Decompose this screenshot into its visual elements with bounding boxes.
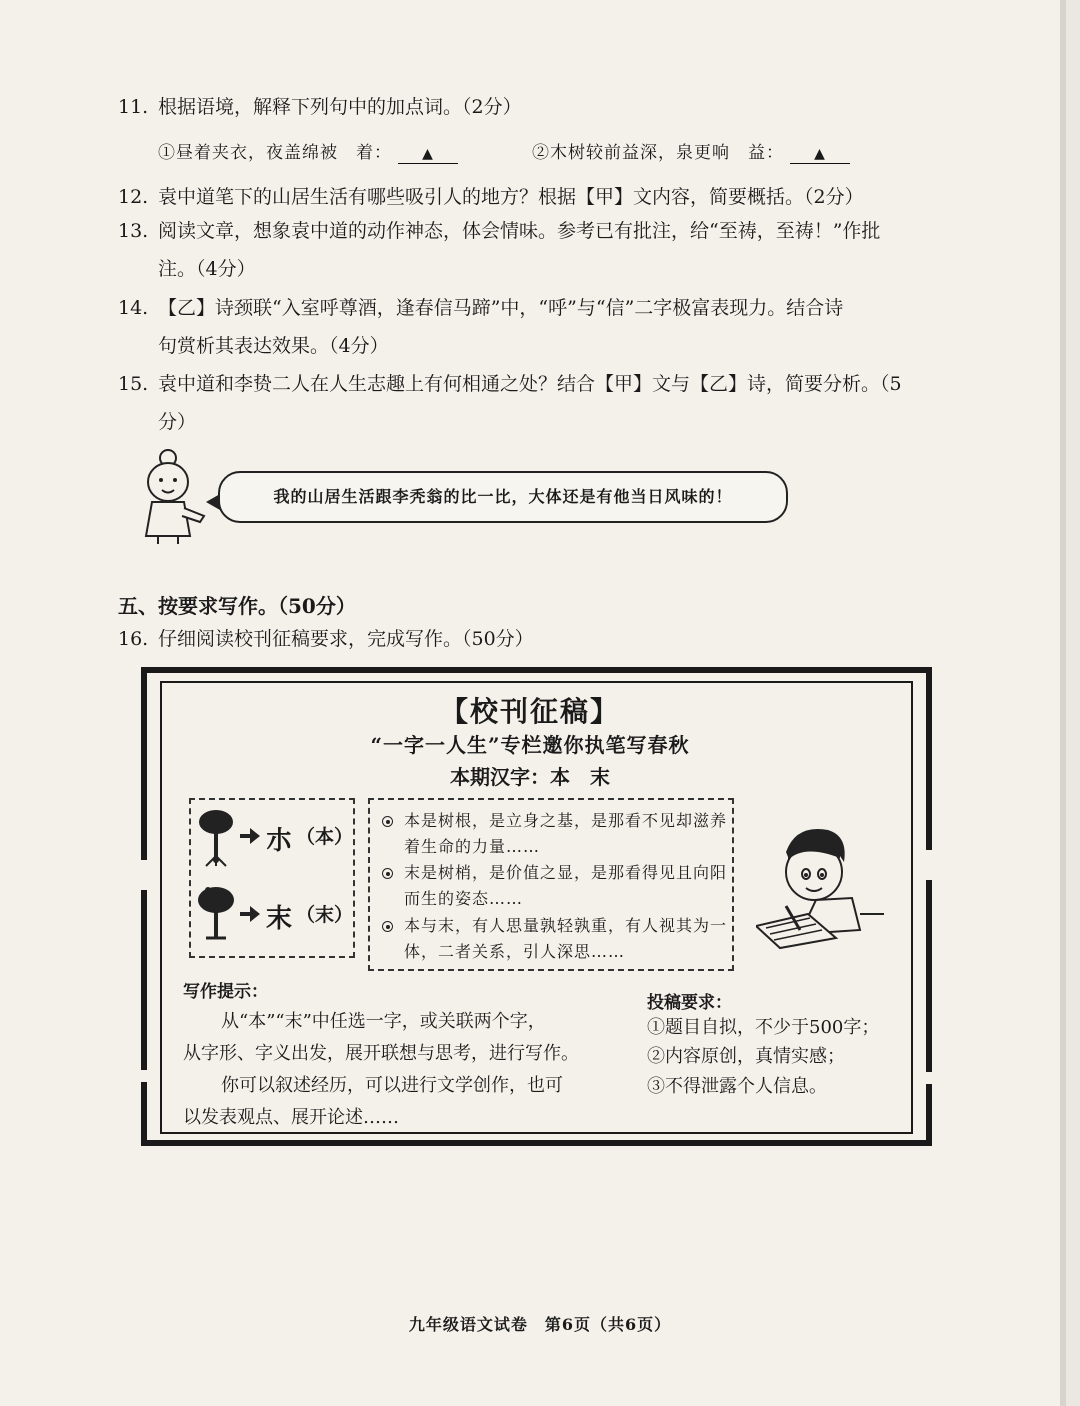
requirement-item: ③不得泄露个人信息。 [647, 1076, 827, 1097]
q11-item-2 [532, 138, 850, 164]
question-13 [118, 212, 938, 288]
question-text-line1: 袁中道和李贽二人在人生志趣上有何相通之处？结合【甲】文与【乙】诗，简要分析。（5 [158, 373, 902, 395]
section-heading: 五、按要求写作。（50分） [118, 594, 356, 618]
description-bullet [382, 860, 727, 912]
question-text: 仔细阅读校刊征稿要求，完成写作。（50分） [158, 628, 534, 650]
char-label-ben: （本） [296, 826, 354, 848]
writing-tips-line: 以发表观点、展开论述…… [183, 1107, 399, 1128]
question-number: 16. [118, 628, 149, 650]
question-text-line2: 分） [158, 411, 197, 433]
answer-blank[interactable]: ▲ [790, 145, 850, 164]
question-12 [118, 178, 938, 216]
requirement-item: ①题目自拟，不少于500字； [647, 1017, 880, 1038]
frame-gap [926, 850, 932, 880]
question-14 [118, 289, 938, 365]
question-text-line2: 注。（4分） [158, 258, 256, 280]
bullet-icon [382, 868, 393, 879]
q11-item-1 [158, 138, 458, 164]
bullet-icon [382, 921, 393, 932]
q11-item-1-text: ①昼着夹衣，夜盖绵被 着： [158, 143, 392, 163]
requirement-item: ②内容原创，真情实感； [647, 1046, 845, 1067]
bullet-text: 末是树梢，是价值之显，是那看得见且向阳而生的姿态…… [404, 863, 728, 908]
writing-tips-line: 从字形、字义出发，展开联想与思考，进行写作。 [183, 1043, 579, 1064]
page-edge [1066, 0, 1080, 1406]
page-footer: 九年级语文试卷 第6页（共6页） [408, 1315, 672, 1334]
question-number: 13. [118, 220, 149, 242]
question-11 [118, 88, 938, 126]
frame-gap [141, 860, 147, 890]
arrow-right-icon [240, 906, 262, 922]
writing-tips-label: 写作提示： [183, 982, 268, 1002]
description-bullet [382, 808, 727, 860]
poster-subtitle: “一字一人生”专栏邀你执笔写春秋 [370, 733, 690, 757]
tree-branch-icon [196, 884, 238, 946]
writing-tips-line: 从“本”“末”中任选一字，或关联两个字， [221, 1011, 546, 1032]
question-text: 根据语境，解释下列句中的加点词。（2分） [158, 96, 522, 118]
question-text: 袁中道笔下的山居生活有哪些吸引人的地方？根据【甲】文内容，简要概括。（2分） [158, 186, 864, 208]
question-number: 12. [118, 186, 149, 208]
submission-requirements-label: 投稿要求： [647, 993, 732, 1013]
question-16 [118, 620, 938, 658]
speech-bubble: 我的山居生活跟李秃翁的比一比，大体还是有他当日风味的！ [218, 471, 788, 523]
question-text-line1: 阅读文章，想象袁中道的动作神态，体会情味。参考已有批注，给“至祷，至祷！”作批 [158, 220, 881, 242]
scholar-cartoon-icon [138, 446, 214, 546]
question-number: 11. [118, 96, 149, 118]
description-bullet [382, 913, 727, 965]
poster-char-line: 本期汉字：本 末 [450, 765, 610, 789]
tree-root-icon [196, 806, 238, 868]
question-15 [118, 365, 938, 441]
question-text-line1: 【乙】诗颈联“入室呼尊酒，逢春信马蹄”中，“呼”与“信”二字极富表现力。结合诗 [158, 297, 844, 319]
q11-item-2-text: ②木树较前益深，泉更响 益： [532, 143, 784, 163]
seal-glyph-mo: 末 [266, 904, 293, 934]
poster-title: 【校刊征稿】 [440, 695, 621, 728]
question-number: 15. [118, 373, 149, 395]
bullet-text: 本与末，有人思量孰轻孰重，有人视其为一体，二者关系，引人深思…… [404, 916, 728, 961]
char-label-mo: （末） [296, 904, 354, 926]
boy-writing-icon [756, 822, 886, 952]
bullet-text: 本是树根，是立身之基，是那看不见却滋养着生命的力量…… [404, 811, 728, 856]
frame-gap [141, 1070, 147, 1082]
question-number: 14. [118, 297, 149, 319]
arrow-right-icon [240, 828, 262, 844]
seal-glyph-ben: 朩 [266, 826, 293, 856]
bullet-icon [382, 816, 393, 827]
frame-gap [926, 1072, 932, 1084]
page-edge-shadow [1060, 0, 1066, 1406]
question-text-line2: 句赏析其表达效果。（4分） [158, 335, 389, 357]
answer-blank[interactable]: ▲ [398, 145, 458, 164]
writing-tips-line: 你可以叙述经历，可以进行文学创作，也可 [221, 1075, 563, 1096]
